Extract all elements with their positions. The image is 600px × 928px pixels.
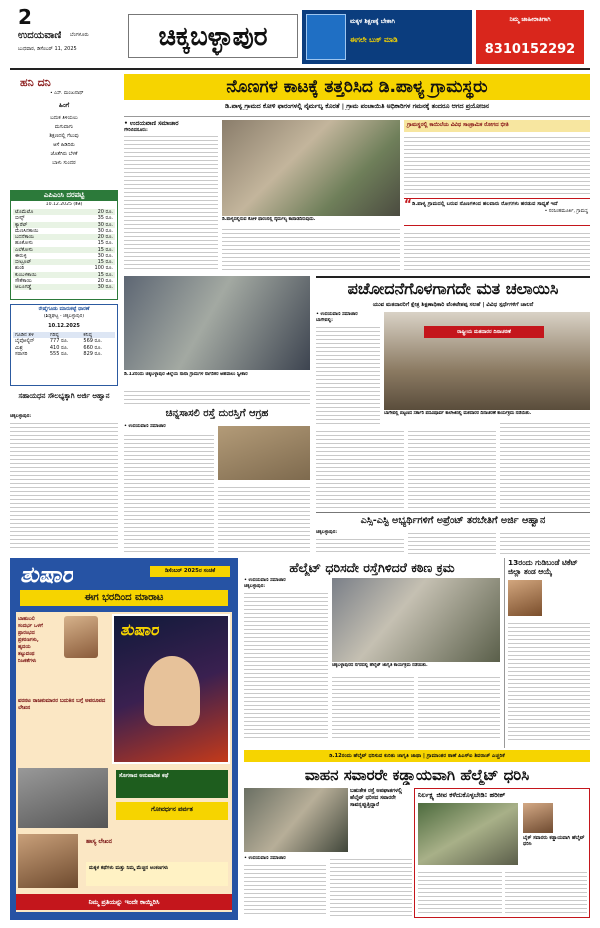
- ad-right-phone: 8310152292: [484, 42, 576, 57]
- column-header: ಗರಿಷ್ಠ: [49, 332, 59, 338]
- ad-right: [476, 10, 584, 64]
- silk-max: 410 ರೂ.: [49, 344, 69, 351]
- masthead-rule: [10, 68, 590, 70]
- lead-body-col-2: [222, 226, 400, 270]
- ad-middle-line2: ಈಗಲೇ ಬುಕ್ ಮಾಡಿ: [350, 36, 398, 44]
- story2-road-photo: [218, 426, 310, 480]
- divider: [124, 116, 590, 117]
- veg-price-title: ಎಪಿಎಂಸಿ ದರಪಟ್ಟಿ: [11, 191, 117, 201]
- ad-middle: [302, 10, 472, 64]
- silk-price-box: [10, 304, 118, 386]
- lead-highlight-text: ಗ್ರಾಮಸ್ಥರಲ್ಲಿ ಕಾಯಿಲೆಯ ವಿವಿಧ ಸಾಂಕ್ರಾಮಿಕ ರೋಗದ ಭೀತಿ: [407, 122, 509, 128]
- story6-box-body-1: [418, 869, 502, 915]
- masthead: [0, 0, 600, 70]
- story2-byline: • ಉದಯವಾಣಿ ಸಮಾಚಾರ: [124, 424, 166, 429]
- honey-logo: ಹನಿ ದನಿ: [20, 76, 51, 89]
- tushara-footer-1-box: [86, 862, 228, 886]
- tushara-panel: [16, 612, 232, 912]
- story2-headline: ಚಿನ್ನಸಾಸಲಿ ರಸ್ತೆ ದುರಸ್ತಿಗೆ ಆಗ್ರಹ: [165, 408, 269, 419]
- tushara-ad: [10, 558, 238, 920]
- brief-1-dateline: ಚಿಕ್ಕಬಳ್ಳಾಪುರ:: [10, 414, 32, 419]
- story4-dateline: ಚಿಕ್ಕಬಳ್ಳಾಪುರ:: [316, 530, 338, 535]
- lead-body-col-3: [404, 134, 590, 194]
- silk-max: 555 ರೂ.: [49, 350, 69, 357]
- veg-price: 15 ರೂ.: [97, 246, 113, 253]
- quote-mark-icon: “: [404, 198, 412, 211]
- story3-dateline: ಬಾಗೇಪಲ್ಲಿ:: [316, 318, 334, 323]
- story5-headline: ಹೆಲ್ಮೆಟ್ ಧರಿಸದೇ ರಸ್ತೆಗಿಳಿದರೆ ಕಠಿಣ ಕ್ರಮ: [289, 560, 455, 575]
- blurb-line: ತಟ್ಟುವಂಥ: [18, 651, 35, 657]
- story6-box-title: ನಿರ್ಲಕ್ಷ್ಯ ಜೀವ ಕಳೆದುಕೊಳ್ಳಬೇಡಿ: ಹರೀಶ್: [418, 791, 506, 799]
- tushara-footer-1: ಮಕ್ಕಳ ಕಥೆಗಳು ಮತ್ತು ನಿಮ್ಮ ಮೆಚ್ಚಿನ ಅಂಕಣಗಳು: [89, 865, 169, 871]
- silk-price-date: 10.12.2025: [48, 323, 80, 329]
- tushara-logo: ತುಷಾರ: [20, 563, 74, 588]
- poem-line: ಜೊತೆಗಿರು ಬೆಳಕೆ: [50, 151, 78, 157]
- silk-price-subtitle: (ಶಿಡ್ಲಘಟ್ಟ - ಚಿಕ್ಕಬಳ್ಳಾಪುರ): [43, 314, 85, 319]
- story5-strip-text: ಡಿ.12ರಂದು ಹೆಲ್ಮೆಟ್ ಧರಿಸುವ ಕುರಿತು ಜಾಗೃತಿ ಜಾಥಾ | ಗ್ರಾಮಾಂತರ ಠಾಣೆ ಪಿಎಸ್ಐ ಶಿವರಾಜ್ ಎಚ್ಚರಿಕೆ: [329, 753, 505, 759]
- veg-name: ಆಲೂಗಡ್ಡೆ: [15, 284, 32, 290]
- brief-1: [10, 392, 118, 552]
- poem-line: ಬದುಕ ತಿಳಿಯಲು: [50, 115, 78, 121]
- poem-line: ಬಾಳು ಸುಂದರ: [52, 160, 76, 166]
- table-row: [13, 338, 115, 344]
- story5-photo-caption: ಚಿಕ್ಕಬಳ್ಳಾಪುರದ ನಗರದಲ್ಲಿ ಹೆಲ್ಮೆಟ್ ಜಾಗೃತಿ ಕಾರ್ಯಕ್ರಮ ನಡೆಯಿತು.: [332, 663, 428, 668]
- ad-phone-graphic: [306, 14, 346, 60]
- story3-byline: • ಉದಯವಾಣಿ ಸಮಾಚಾರ: [316, 312, 358, 317]
- story3-headline: ಪಚೋದನೆಗೊಳಗಾಗದೇ ಮತ ಚಲಾಯಿಸಿ: [347, 279, 559, 298]
- silk-type: ಬೈವೋಲ್ಟಿನ್: [15, 338, 35, 345]
- veg-name: ಮೆಣಸಿನಕಾಯಿ: [15, 227, 39, 234]
- lead-photo: [222, 120, 400, 216]
- silk-min: 829 ರೂ.: [83, 350, 102, 357]
- tushara-photo-bw: [18, 768, 108, 828]
- veg-price: 30 ರೂ.: [97, 284, 113, 290]
- story6-box-photo: [418, 803, 518, 865]
- veg-name: ಎಲೆಕೋಸು: [15, 246, 33, 253]
- veg-name: ಕ್ಯಾರೆಟ್: [15, 221, 28, 228]
- table-row: [13, 351, 115, 357]
- honey-column: [10, 74, 118, 184]
- story3-photo: [384, 312, 590, 410]
- tushara-blurb-4-box: [116, 770, 228, 798]
- column-header: ಗೂಡಿನ ತಳಿ: [15, 332, 34, 338]
- tushara-blurb-3-box: [116, 802, 228, 820]
- lead-body-col-4: [404, 230, 590, 270]
- story3-body-col-4: [500, 420, 590, 508]
- story6-box: [414, 788, 590, 918]
- silk-price-table: [13, 332, 115, 357]
- story6-box-quote: ಬೈಕ್ ಸವಾರರು ಕಡ್ಡಾಯವಾಗಿ ಹೆಲ್ಮೆಟ್ ಧರಿಸಿ: [523, 835, 585, 848]
- page-number: 2: [18, 5, 32, 29]
- veg-price: 15 ರೂ.: [97, 240, 113, 247]
- silk-type: ಮಿಶ್ರ: [15, 344, 23, 351]
- tushara-cover: [112, 614, 230, 764]
- story5-body-col-2: [332, 674, 414, 740]
- veg-price: 15 ರೂ.: [97, 271, 113, 278]
- blurb-line: ಪ್ರಕರಣಗಳು,: [18, 637, 39, 643]
- story3-banner: ರಾಷ್ಟ್ರೀಯ ಮತದಾರರ ದಿನಾಚರಣೆ: [424, 326, 544, 338]
- veg-price-unit: (ಕೆಜಿ): [73, 202, 83, 207]
- story6-body-col-1: [244, 862, 326, 916]
- lead-byline: • ಉದಯವಾಣಿ ಸಮಾಚಾರ: [124, 120, 179, 127]
- brief-1-body: [10, 420, 118, 548]
- poem-line: ಮಗುವಾಗು: [54, 124, 74, 130]
- blurb-line: ಹೃದಯ: [18, 644, 31, 650]
- poem-body: [10, 114, 118, 168]
- lead-quote: ಡಿ.ಪಾಳ್ಯ ಗ್ರಾಮದಲ್ಲಿ ಬರುವ ನೊಣಗಳಿಂದ ಹಲವಾರು ರೋಗಗಳು ಹರಡುವ ಸಾಧ್ಯತೆ ಇದೆ: [412, 201, 558, 207]
- tushara-blurb-4: ಸೊಗಸಾದ ಅನುವಾದಿತ ಕಥೆ: [119, 773, 169, 779]
- veg-name: ಟೊಮೆಟೊ: [15, 209, 34, 215]
- story6-side-quote-box: [350, 788, 410, 852]
- story6-box-quote-area: [523, 803, 587, 865]
- story4-body-col-3: [500, 530, 590, 554]
- veg-price: 35 ರೂ.: [97, 215, 113, 222]
- story2-photo-caption: ಡಿ.12ರಂದು ಚಿಕ್ಕಬಳ್ಳಾಪುರ ಜಿಲ್ಲೆಯ ನಾನಾ ಗ್ರಾಮಗಳ ನಾಗರಿಕರ ಅಹವಾಲು ಸ್ವೀಕಾರ: [124, 372, 248, 377]
- story5-sidebar: [504, 558, 590, 748]
- lead-col-1: [124, 120, 218, 270]
- honey-author: • ಎಸ್. ಮಂಜುನಾಥ್: [50, 91, 84, 96]
- veg-price: 30 ರೂ.: [97, 252, 113, 259]
- veg-price: 20 ರೂ.: [97, 277, 113, 284]
- tushara-blurb-5: ಹಾಸ್ಯ ಲೇಖನ: [86, 838, 112, 845]
- story5-byline: • ಉದಯವಾಣಿ ಸಮಾಚಾರ: [244, 578, 286, 583]
- silk-min: 569 ರೂ.: [83, 338, 102, 345]
- lead-quote-author: • ನರಸಿಂಹಮೂರ್ತಿ, ಗ್ರಾಮಸ್ಥ: [544, 208, 588, 214]
- cover-face-graphic: [144, 656, 200, 726]
- blurb-line: ಪ್ರಾರಂಭದ: [18, 630, 35, 636]
- paper-name: ಉದಯವಾಣಿ: [18, 30, 62, 41]
- tushara-footer-2: ನಿಮ್ಮ ಪ್ರತಿಯನ್ನು ಇಂದೇ ಕಾಯ್ದಿರಿಸಿ: [16, 894, 232, 910]
- story6-body-col-2: [330, 856, 412, 916]
- sidebar-portrait: [508, 580, 542, 616]
- edition: ಬೆಂಗಳೂರು: [70, 32, 89, 38]
- story4-body-col-1: [316, 536, 404, 554]
- blurb-line: ಸಂದರ್ಭ ಒಳಗೆ: [18, 623, 43, 629]
- story2-photo: [124, 276, 310, 370]
- table-row: [13, 284, 115, 290]
- tushara-tagline: ಈಗ ಭರದಿಂದ ಮಾರಾಟ: [20, 590, 228, 606]
- silk-max: 777 ರೂ.: [49, 338, 69, 345]
- story4-headline: ಎಸ್ಸಿ-ಎಸ್ಟಿ ಅಭ್ಯರ್ಥಿಗಳಿಗೆ ಅಪ್ರೆಂಟ್ ತರಬೇತಿಗೆ ಅರ್ಜಿ ಆಹ್ವಾನ: [360, 515, 546, 526]
- blurb-line: ನಿಜಕತೆಗಳು: [18, 658, 37, 664]
- tushara-blurb-2: ವರನಟ ರಾಜಕುಮಾರರ ಬದುಕಿನ ಬಗ್ಗೆ ಅಪರೂಪದ ಲೇಖನ: [18, 698, 106, 711]
- story4-body-col-2: [408, 530, 496, 554]
- lead-headline: ನೊಣಗಳ ಕಾಟಕ್ಕೆ ತತ್ತರಿಸಿದ ಡಿ.ಪಾಳ್ಯ ಗ್ರಾಮಸ್ಥರು: [226, 77, 488, 97]
- lead-deck: ಡಿ.ಪಾಳ್ಯ ಗ್ರಾಮದ ಕೋಳಿ ಫಾರಂಗಳಲ್ಲಿ ನೈರ್ಮಲ್ಯ ಕೊರತೆ | ಗ್ರಾಮ ಪಂಚಾಯಿತಿ ಅಧಿಕಾರಿಗಳ ಗಮನಕ್ಕೆ ತಂದರೂ ಆಗದ ಪ್ರಯೋಜನ: [225, 102, 489, 110]
- veg-price: 15 ರೂ.: [97, 259, 113, 265]
- story3-body-col-3: [408, 428, 496, 508]
- story2-lead-lines: [124, 388, 310, 404]
- blurb-line: ಬಾಹುಬಲಿ: [18, 616, 35, 622]
- story3-body-col-2: [316, 428, 404, 508]
- veg-name: ಈರುಳ್ಳಿ: [15, 252, 27, 259]
- silk-type: ಸರಾಸರಿ: [15, 350, 28, 357]
- veg-price: 100 ರೂ.: [94, 265, 113, 272]
- lead-highlight-box: [404, 120, 590, 132]
- story6-headline: ವಾಹನ ಸವಾರರೇ ಕಡ್ಡಾಯವಾಗಿ ಹೆಲ್ಮೆಟ್ ಧರಿಸಿ: [304, 766, 530, 784]
- tushara-photo-2: [18, 834, 78, 888]
- veg-price: 20 ರೂ.: [97, 209, 113, 215]
- veg-price-date: 10.12.2025: [45, 202, 72, 207]
- poem-line: ಶಿಕ್ಷಣದಲ್ಲಿ ಗೆಲುವು: [49, 133, 79, 139]
- story3-deck: ಯುವ ಮತದಾರರಿಗೆ ಕ್ಷೇತ್ರ ಶಿಕ್ಷಣಾಧಿಕಾರಿ ವೆಂಕಟೇಶಪ್ಪ ಸಲಹೆ | ವಿವಿಧ ಸ್ಪರ್ಧೆಗಳಿಗೆ ಚಾಲನೆ: [372, 302, 534, 308]
- story2-body-col-2: [218, 484, 310, 552]
- tushara-cover-title: ತುಷಾರ: [120, 620, 159, 639]
- poem-title: ಹಿಂಗೆ: [58, 102, 70, 109]
- ad-right-title: ನಿಮ್ಮ ಜಾಹೀರಾತಿಗಾಗಿ: [509, 16, 551, 23]
- story5-sidebar-title: 13ರಂದು ಗುಡಿಬಂಡೆ ಟಿಕೆಟ್ ಜಿಲ್ಲಾ ತಂಡ ಆಯ್ಕೆ: [508, 558, 578, 576]
- story6-box-body-2: [505, 869, 587, 915]
- story5-photo: [332, 578, 500, 662]
- veg-price: 20 ರೂ.: [97, 234, 113, 240]
- portrait-photo: [64, 616, 98, 658]
- veg-price-table: [13, 209, 115, 290]
- lead-body-col-1: [124, 133, 218, 269]
- story6-byline: • ಉದಯವಾಣಿ ಸಮಾಚಾರ: [244, 856, 286, 861]
- story5-body-col-3: [418, 674, 500, 740]
- lead-dateline: ಗೌರಿಬಿದನೂರು:: [124, 127, 148, 133]
- story3-headline-band: [316, 276, 590, 300]
- veg-name: ಕುಂಬಳಕಾಯಿ: [15, 271, 37, 278]
- veg-name: ಸೌತೆಕಾಯಿ: [15, 277, 32, 284]
- silk-price-title: ರೇಷ್ಮೆಗೂಡು ಮಾರುಕಟ್ಟೆ ಧಾರಣೆ: [38, 306, 90, 312]
- page-footer: [0, 920, 600, 928]
- ad-middle-line1: ಮಕ್ಕಳ ಶಿಕ್ಷಣಕ್ಕೆ ಬೇಕಾಗಿ: [350, 18, 395, 25]
- column-header: ಕನಿಷ್ಠ: [83, 332, 92, 338]
- lead-headline-band: [124, 74, 590, 100]
- lead-quote-box: [404, 198, 590, 226]
- veg-name: ಹೂಕೋಸು: [15, 240, 33, 247]
- story6-side-quote: ಬಹುತೇಕ ರಸ್ತೆ ಅಪಘಾತಗಳಲ್ಲಿ ಹೆಲ್ಮೆಟ್ ಧರಿಸದ ಸವಾರರೇ ಸಾವನ್ನಪ್ಪುತ್ತಿದ್ದಾರೆ: [350, 788, 403, 808]
- story5-body-col-1: [244, 590, 328, 740]
- veg-name: ಶುಂಠಿ: [15, 265, 25, 272]
- story6-photo: [244, 788, 348, 852]
- section-title: ಚಿಕ್ಕಬಳ್ಳಾಪುರ: [128, 14, 298, 58]
- veg-name: ಬೀನ್ಸ್: [15, 215, 25, 222]
- story5-dateline: ಚಿಕ್ಕಬಳ್ಳಾಪುರ:: [244, 584, 266, 589]
- date-line: ಬುಧವಾರ, ಡಿಸೆಂಬರ್ 11, 2025: [18, 46, 77, 52]
- divider: [316, 512, 590, 513]
- veg-price: 30 ರೂ.: [97, 221, 113, 228]
- story2-body-col-1: [124, 432, 214, 552]
- brief-1-title: ಸಹಾಯಧನ ಸೌಲಭ್ಯಕ್ಕಾಗಿ ಅರ್ಜಿ ಆಹ್ವಾನ: [18, 392, 110, 400]
- poem-line: ಆಸೆ ಹಿಡಿದಿರು: [53, 142, 75, 148]
- veg-price: 30 ರೂ.: [97, 227, 113, 234]
- tushara-blurb-3: ಗೋವರ್ಧನ ಪರ್ವತ: [151, 805, 193, 813]
- veg-price-box: [10, 190, 118, 300]
- box-portrait: [523, 803, 553, 833]
- story5-strip: [244, 750, 590, 762]
- story5-sidebar-body: [508, 620, 590, 740]
- veg-name: ಬೀಟ್ರೂಟ್: [15, 259, 32, 265]
- silk-min: 660 ರೂ.: [83, 344, 102, 351]
- lead-photo-caption: ಡಿ.ಪಾಳ್ಯದಲ್ಲಿರುವ ಕೋಳಿ ಫಾರಂನಲ್ಲಿ ನೈರ್ಮಲ್ಯ ಕಾಪಾಡದಿರುವುದು.: [222, 217, 316, 222]
- story3-body-col-1: [316, 324, 380, 424]
- story3-photo-caption: ಬಾಗೇಪಲ್ಲಿ ಪಟ್ಟಣದ ಸರ್ಕಾರಿ ಪದವಿಪೂರ್ವ ಕಾಲೇಜಿನಲ್ಲಿ ಮತದಾರರ ದಿನಾಚರಣೆ ಕಾರ್ಯಕ್ರಮ ನಡೆಯಿತು.: [384, 411, 532, 416]
- veg-name: ಬದನೆಕಾಯಿ: [15, 234, 34, 240]
- tushara-issue: ಡಿಸೆಂಬರ್ 2025ರ ಸಂಚಿಕೆ: [150, 566, 230, 577]
